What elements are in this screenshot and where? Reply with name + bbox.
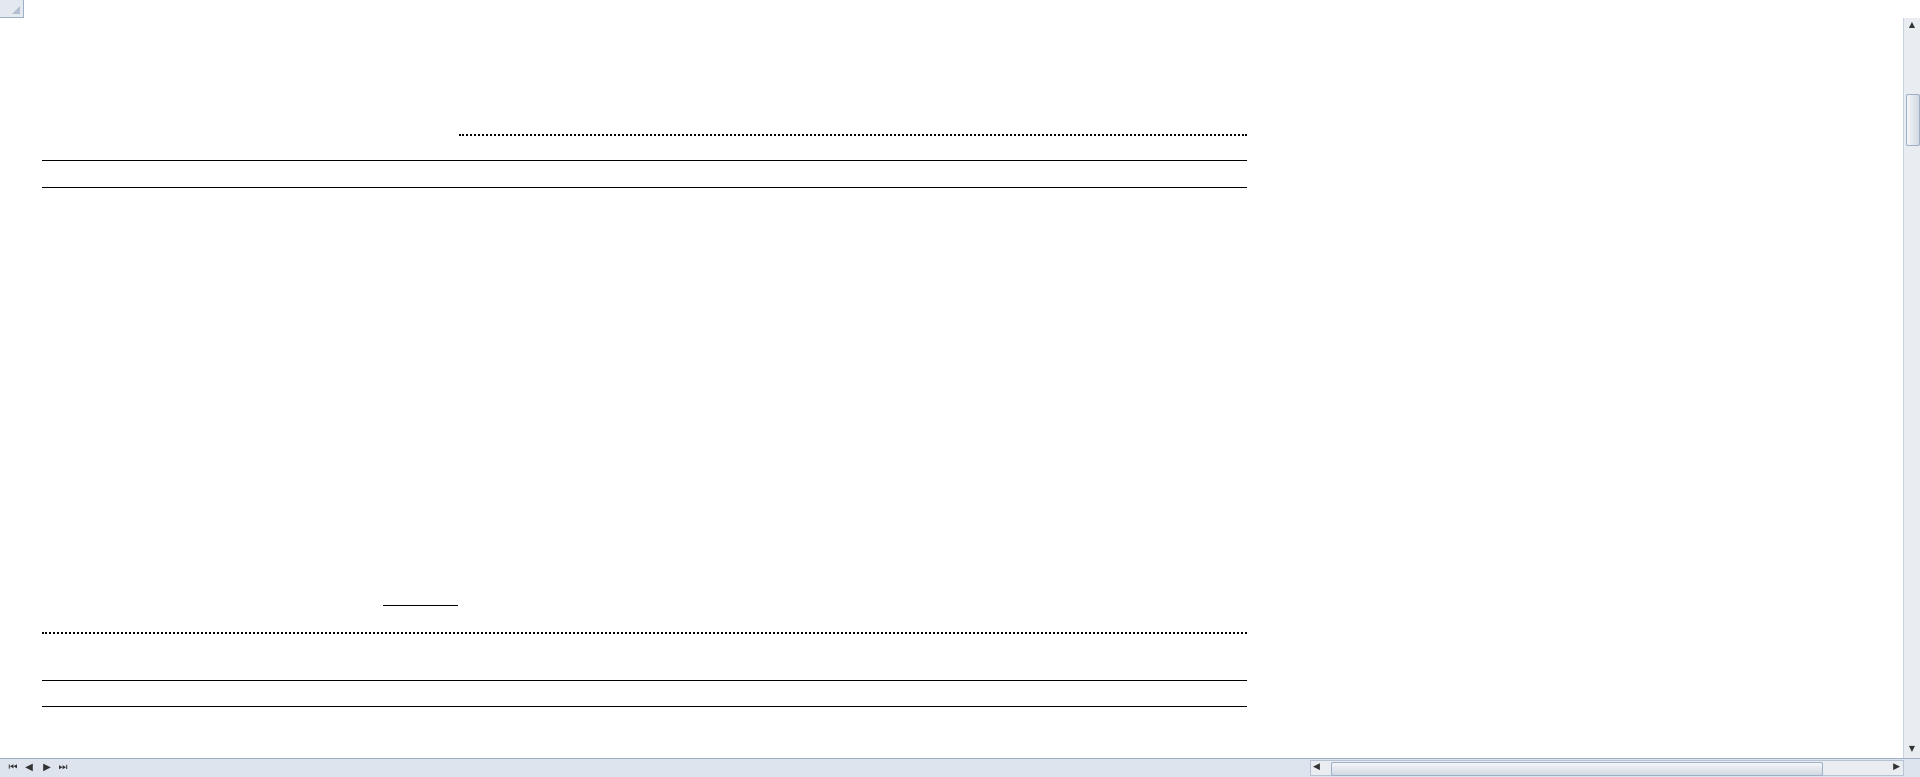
horizontal-scrollbar[interactable]	[1310, 760, 1904, 776]
projected-dotted-line	[459, 134, 1247, 136]
first-sheet-icon[interactable]: ⏮	[8, 762, 18, 773]
sheet-tab-bar	[0, 758, 1920, 777]
vertical-scrollbar[interactable]	[1903, 18, 1920, 758]
prev-sheet-icon[interactable]: ◀	[25, 762, 33, 773]
debt-breakdown-underline	[42, 187, 1247, 188]
section-dotted-line	[42, 632, 1247, 634]
scroll-up-icon[interactable]: ▲	[1908, 20, 1916, 29]
scroll-left-icon[interactable]: ◀	[1313, 762, 1320, 772]
next-sheet-icon[interactable]: ▶	[43, 762, 51, 773]
vertical-scroll-thumb[interactable]	[1906, 94, 1920, 146]
scroll-down-icon[interactable]: ▼	[1908, 744, 1916, 753]
year-underline	[42, 160, 1247, 161]
select-all-corner[interactable]	[0, 0, 24, 18]
summary-underline	[42, 706, 1247, 707]
last-sheet-icon[interactable]: ⏭	[58, 762, 68, 773]
horizontal-scroll-thumb[interactable]	[1331, 762, 1823, 776]
summary-topline	[42, 680, 1247, 681]
scroll-right-icon[interactable]: ▶	[1893, 762, 1900, 772]
total-underline	[383, 605, 458, 606]
